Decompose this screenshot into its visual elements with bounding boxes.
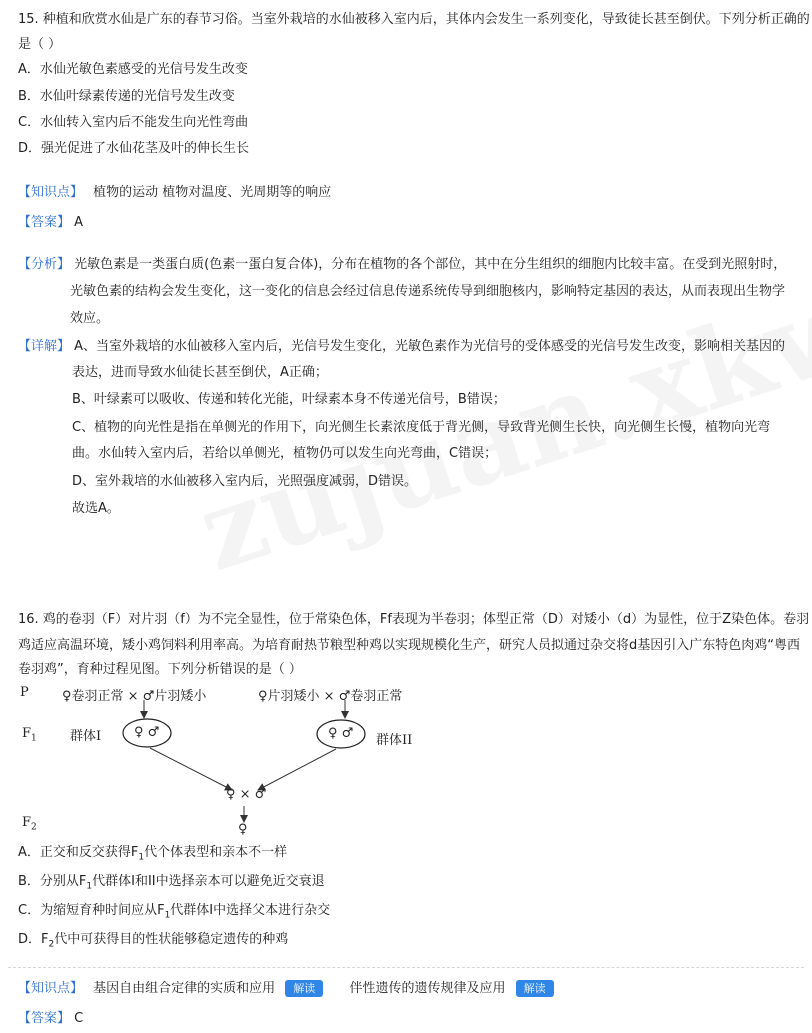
answer-tag: 【答案】 bbox=[18, 1011, 71, 1026]
q15-option-d[interactable]: D．强光促进了水仙花茎及叶的伸长生长 bbox=[18, 141, 250, 156]
analysis-line1: 光敏色素是一类蛋白质(色素一蛋白复合体)，分布在植物的各个部位，其中在分生组织的细胞内比较丰富。在受到光照射时， bbox=[74, 257, 787, 272]
detail-line1: A、当室外栽培的水仙被移入室内后，光信号发生变化，光敏色素作为光信号的受体感受的光信号发生改变，影响相关基因的 bbox=[74, 339, 786, 354]
q16-option-c[interactable]: C．为缩短育种时间应从$F_1$代群体I中选择父本进行杂交 bbox=[18, 903, 331, 921]
answer-tag: 【答案】 bbox=[18, 215, 71, 230]
read-button-1[interactable]: 解读 bbox=[285, 980, 323, 997]
diagram-f1-cross: ♀ × ♂ bbox=[226, 787, 267, 802]
knowledge-tag: 【知识点】 bbox=[18, 981, 84, 996]
arrow-to-cross-left bbox=[150, 748, 232, 790]
diagram-p-label: P bbox=[20, 685, 29, 700]
arrow-to-cross-right bbox=[258, 749, 336, 790]
q16-answer-row bbox=[18, 1009, 83, 1029]
read-button-2[interactable]: 解读 bbox=[516, 980, 554, 997]
answer-value: A bbox=[74, 215, 84, 230]
diagram-f2-symbol: ♀ bbox=[238, 822, 248, 837]
detail-tag: 【详解】 bbox=[18, 339, 71, 354]
knowledge-text[interactable]: 植物的运动 植物对温度、光周期等的响应 bbox=[93, 185, 332, 200]
q16-stem-line3: 卷羽鸡”，育种过程见图。下列分析错误的是（ ） bbox=[18, 662, 302, 677]
detail-line3: B、叶绿素可以吸收、传递和转化光能，叶绿素本身不传递光信号，B错误； bbox=[72, 392, 506, 407]
group1-circle-content: ♀ ♂ bbox=[134, 725, 160, 740]
diagram-cross-right: ♀片羽矮小 × ♂卷羽正常 bbox=[258, 689, 403, 704]
answer-value: C bbox=[74, 1011, 84, 1026]
diagram-group1-label: 群体I bbox=[70, 729, 102, 744]
q15-option-b[interactable]: B．水仙叶绿素传递的光信号发生改变 bbox=[18, 89, 235, 104]
detail-line6: D、室外栽培的水仙被移入室内后，光照强度减弱，D错误。 bbox=[72, 474, 418, 489]
knowledge-tag: 【知识点】 bbox=[18, 185, 84, 200]
group2-circle-content: ♀ ♂ bbox=[328, 726, 354, 741]
q15-option-c[interactable]: C．水仙转入室内后不能发生向光性弯曲 bbox=[18, 115, 249, 130]
knowledge-text-1[interactable]: 基因自由组合定律的实质和应用 bbox=[93, 981, 276, 996]
analysis-line2: 光敏色素的结构会发生变化，这一变化的信息会经过信息传递系统传导到细胞核内，影响特定基因的表达，从而表现出生物学 bbox=[70, 284, 786, 299]
q16-option-a[interactable]: A．正交和反交获得$F_1$代个体表型和亲本不一样 bbox=[18, 845, 288, 863]
detail-line2: 表达，进而导致水仙徒长甚至倒伏，A正确； bbox=[72, 365, 328, 380]
diagram-cross-left: ♀卷羽正常 × ♂片羽矮小 bbox=[62, 689, 207, 704]
diagram-f1-label: $F_1$ bbox=[22, 726, 37, 744]
analysis-line3: 效应。 bbox=[70, 311, 110, 326]
q15-stem-line2: 是（ ） bbox=[18, 37, 62, 52]
diagram-f2-label: $F_2$ bbox=[22, 815, 37, 833]
q16-knowledge-row bbox=[18, 979, 554, 999]
q15-option-a[interactable]: A．水仙光敏色素感受的光信号发生改变 bbox=[18, 62, 248, 77]
diagram-group2-label: 群体II bbox=[376, 733, 413, 748]
knowledge-text-2[interactable]: 伴性遗传的遗传规律及应用 bbox=[349, 981, 506, 996]
detail-line4: C、植物的向光性是指在单侧光的作用下，向光侧生长素浓度低于背光侧，导致背光侧生长快，向光侧生长慢，植物向光弯 bbox=[72, 420, 771, 435]
q16-stem-line1: 16. 鸡的卷羽（F）对片羽（f）为不完全显性，位于常染色体，Ff表现为半卷羽；体型正常（D）对矮小（d）为显性，位于Z染色体。卷羽 bbox=[18, 612, 810, 627]
detail-line7: 故选A。 bbox=[72, 501, 120, 516]
q16-stem-line2: 鸡适应高温环境，矮小鸡饲料利用率高。为培育耐热节粮型种鸡以实现规模化生产，研究人员拟通过杂交将d基因引入广东特色肉鸡“粤西 bbox=[18, 638, 800, 653]
detail-line5: 曲。水仙转入室内后，若给以单侧光，植物仍可以发生向光弯曲，C错误； bbox=[72, 446, 498, 461]
q16-option-d[interactable]: D．$F_2$代中可获得目的性状能够稳定遗传的种鸡 bbox=[18, 932, 289, 950]
analysis-tag: 【分析】 bbox=[18, 257, 71, 272]
q15-stem-line1: 15. 种植和欣赏水仙是广东的春节习俗。当室外栽培的水仙被移入室内后，其体内会发生一系列变化，导致徒长甚至倒伏。下列分析正确的 bbox=[18, 12, 810, 27]
divider bbox=[8, 967, 804, 968]
q16-option-b[interactable]: B．分别从$F_1$代群体I和II中选择亲本可以避免近交衰退 bbox=[18, 874, 325, 892]
